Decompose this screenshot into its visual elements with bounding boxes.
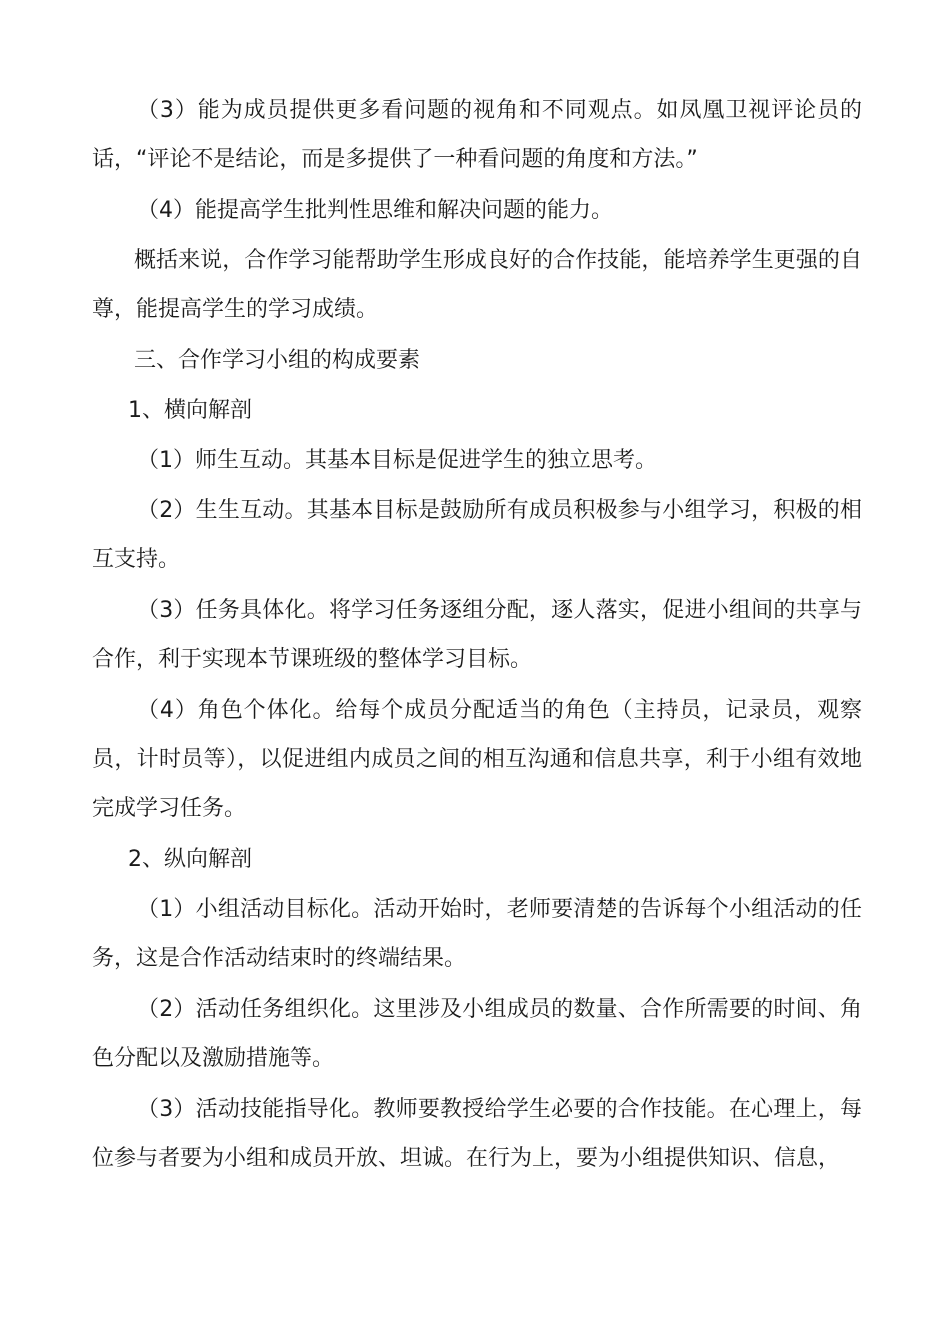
subheading-horizontal: 1、横向解剖 bbox=[128, 398, 252, 423]
paragraph-task-specific: （3）任务具体化。将学习任务逐组分配，逐人落实，促进小组间的共享与合作，利于实现本节课班级的整体学习目标。 bbox=[92, 598, 862, 672]
paragraph-role-individual: （4）角色个体化。给每个成员分配适当的角色（主持员，记录员，观察员，计时员等），以促进组内成员之间的相互沟通和信息共享，利于小组有效地完成学习任务。 bbox=[92, 698, 862, 821]
paragraph-critical-thinking: （4）能提高学生批判性思维和解决问题的能力。 bbox=[137, 198, 613, 223]
subheading-vertical: 2、纵向解剖 bbox=[128, 847, 252, 872]
section-heading-elements: 三、合作学习小组的构成要素 bbox=[134, 348, 421, 373]
paragraph-summary: 概括来说，合作学习能帮助学生形成良好的合作技能，能培养学生更强的自尊，能提高学生的学习成绩。 bbox=[92, 248, 862, 322]
paragraph-activity-organization: （2）活动任务组织化。这里涉及小组成员的数量、合作所需要的时间、角色分配以及激励措施等。 bbox=[92, 997, 862, 1071]
paragraph-student-student: （2）生生互动。其基本目标是鼓励所有成员积极参与小组学习，积极的相互支持。 bbox=[92, 498, 862, 572]
paragraph-activity-goal: （1）小组活动目标化。活动开始时，老师要清楚的告诉每个小组活动的任务，这是合作活动结束时的终端结果。 bbox=[92, 897, 862, 971]
paragraph-teacher-student: （1）师生互动。其基本目标是促进学生的独立思考。 bbox=[137, 448, 657, 473]
paragraph-skill-guidance: （3）活动技能指导化。教师要教授给学生必要的合作技能。在心理上，每位参与者要为小组和成员开放、坦诚。在行为上，要为小组提供知识、信息， bbox=[92, 1097, 862, 1171]
paragraph-viewpoints: （3）能为成员提供更多看问题的视角和不同观点。如凤凰卫视评论员的话，“评论不是结论，而是多提供了一种看问题的角度和方法。” bbox=[92, 98, 862, 172]
